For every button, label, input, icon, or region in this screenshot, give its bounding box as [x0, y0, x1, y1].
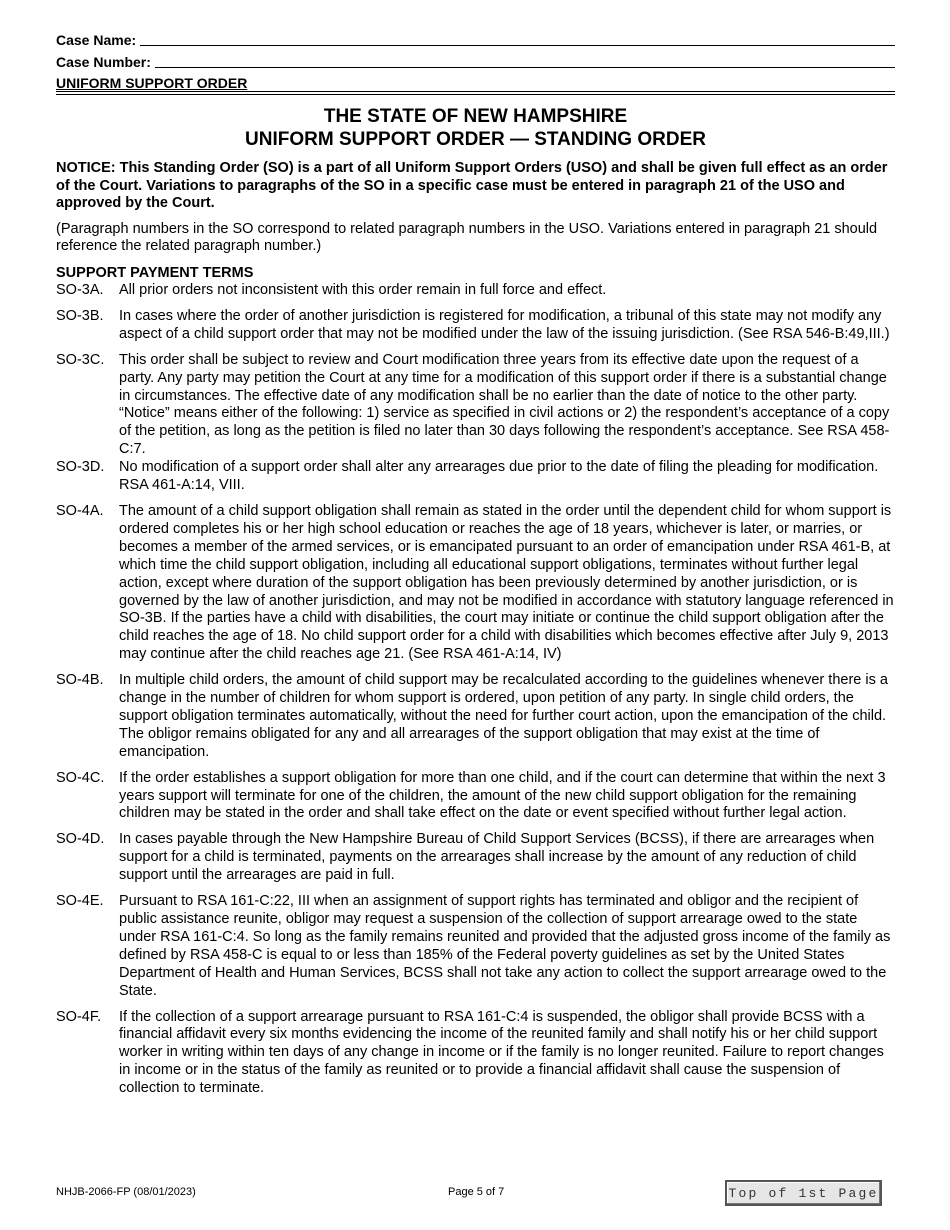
document-page — [56, 26, 895, 1098]
paragraph-number: SO-4C. — [56, 769, 105, 786]
case-number-row — [56, 48, 895, 70]
form-title: UNIFORM SUPPORT ORDER — [56, 75, 248, 91]
paragraph-number: SO-4A. — [56, 502, 104, 519]
paragraph-text: In cases where the order of another jurisdiction is registered for modification, a tribunal of this state may not modify any aspect of a child support order that may not be modified under the law of the issuing jurisdiction. (See RSA 546-B:49,III.) — [119, 307, 890, 342]
paragraph-text: In multiple child orders, the amount of child support may be recalculated according to the guidelines whenever there is a change in the number of children for whom support is ordered, upon petition of any party. In single child orders, the support obligation terminates automatically, without the need for further court action, upon the emancipation of the child. The obligor remains obligated for any and all arrearages of the support obligation that may exist at the time of emancipation. — [119, 672, 888, 760]
paragraph-number: SO-3C. — [56, 351, 105, 368]
paragraph-text: No modification of a support order shall alter any arrearages due prior to the date of filing the pleading for modification. RSA 461-A:14, VIII. — [119, 459, 879, 494]
title-line-1: THE STATE OF NEW HAMPSHIRE — [323, 106, 628, 127]
case-number-field[interactable] — [155, 52, 895, 68]
paragraph-text: This order shall be subject to review and Court modification three years from its effective date upon the request of a party. Any party may petition the Court at any time for a modification of this support order if there is a substantial change in circumstances. The effective date of any modification shall be no earlier than the date of notice to the other party. “Notice” means either of the following: 1) service as specified in civil actions or 2) the respondent’s acceptance of a copy of the petition, as long as the petition is filed no later than 30 days following the respondent’s acceptance. See RSA 458-C:7. — [119, 351, 890, 458]
header-rule — [56, 91, 895, 92]
case-name-field[interactable] — [140, 30, 895, 46]
paragraph-so-4b — [56, 672, 895, 762]
case-number-label: Case Number: — [56, 54, 151, 70]
notice-text: NOTICE: This Standing Order (SO) is a part of all Uniform Support Orders (USO) and shall be given full effect as an order of the Court. Variations to paragraphs of the SO in a specific case must be entered in paragraph 21 of the USO and approved by the Court. — [56, 160, 888, 211]
paragraph-so-4d — [56, 831, 895, 885]
title-line-2: UNIFORM SUPPORT ORDER — STANDING ORDER — [245, 129, 706, 150]
paragraph-number: SO-3B. — [56, 307, 104, 324]
paragraph-so-4c — [56, 770, 895, 824]
paragraph-text: If the order establishes a support obligation for more than one child, and if the court can determine that within the next 3 years support will terminate for one of the children, the amount of the new child support obligation for the remaining children may be stated in the order and shall take effect on the date or event specified without further legal action. — [119, 769, 886, 822]
case-name-label: Case Name: — [56, 32, 137, 48]
top-of-first-page-button[interactable]: Top of 1st Page — [725, 1180, 882, 1206]
paragraph-so-3c — [56, 352, 895, 459]
paragraph-so-3a — [56, 282, 895, 300]
paragraph-text: In cases payable through the New Hampshire Bureau of Child Support Services (BCSS), if there are arrearages when support for a child is terminated, payments on the arrearages shall increase by the amount of any reduction of child support until the arrearages are paid in full. — [119, 831, 875, 884]
paragraph-text: All prior orders not inconsistent with this order remain in full force and effect. — [119, 282, 607, 298]
paragraph-so-4e — [56, 893, 895, 1000]
document-title — [56, 105, 895, 151]
paragraph-so-3b — [56, 308, 895, 344]
paragraph-number: SO-4E. — [56, 893, 104, 910]
paragraph-number: SO-4F. — [56, 1008, 102, 1025]
paragraph-number: SO-4D. — [56, 831, 105, 848]
paragraph-so-3d — [56, 459, 895, 495]
header-rule-double — [56, 94, 895, 95]
paragraph-note: (Paragraph numbers in the SO correspond to related paragraph numbers in the USO. Variations entered in paragraph 21 should reference the related paragraph number.) — [56, 220, 878, 254]
paragraph-text: Pursuant to RSA 161-C:22, III when an assignment of support rights has terminated and obligor and the recipient of public assistance reunite, obligor may request a suspension of the collection of support arrearage owed to the state under RSA 161-C:4. So long as the family remains reunited and provided that the adjusted gross income of the family as defined by RSA 458-C is equal to or less than 185% of the Federal poverty guidelines as set by the United States Department of Health and Human Services, BCSS shall not take any action to collect the support arrearage owed to the State. — [119, 893, 891, 999]
section-heading: SUPPORT PAYMENT TERMS — [56, 264, 254, 281]
paragraph-text: If the collection of a support arrearage pursuant to RSA 161-C:4 is suspended, the obligor shall provide BCSS with a financial affidavit every six months evidencing the income of the reunited family and shall notify his or her child support worker in writing within ten days of any change in income or if the family is no longer reunited. Failure to report changes in income or in the status of the family as reunited or to provide a financial affidavit shall cause the suspension of collection to terminate. — [119, 1008, 884, 1097]
form-id: NHJB-2066-FP (08/01/2023) — [56, 1186, 196, 1198]
paragraph-text: The amount of a child support obligation shall remain as stated in the order until the dependent child for whom support is ordered completes his or her high school education or reaches the age of 18 years, whichever is later, or marries, or becomes a member of the armed services, or is emancipated pursuant to an order of emancipation under RSA 461-B, at which time the child support obligation, including all educational support obligations, terminates without further legal action, except where duration of the support obligation has been previously determined by another jurisdiction, or is governed by the law of another jurisdiction, and may not be modified in accordance with statutory language referenced in SO-3B. If the parties have a child with disabilities, the court may initiate or continue the child support obligation after the child reaches the age of 18. No child support order for a child with disabilities which becomes effective after July 9, 2013 may continue after the child reaches age 21. (See RSA 461-A:14, IV) — [119, 502, 894, 663]
paragraph-so-4f — [56, 1009, 895, 1099]
page-number: Page 5 of 7 — [448, 1186, 505, 1198]
case-name-row — [56, 26, 895, 48]
paragraph-number: SO-4B. — [56, 672, 104, 689]
paragraph-so-4a — [56, 503, 895, 664]
paragraph-number: SO-3D. — [56, 459, 105, 476]
paragraph-number: SO-3A. — [56, 282, 104, 298]
